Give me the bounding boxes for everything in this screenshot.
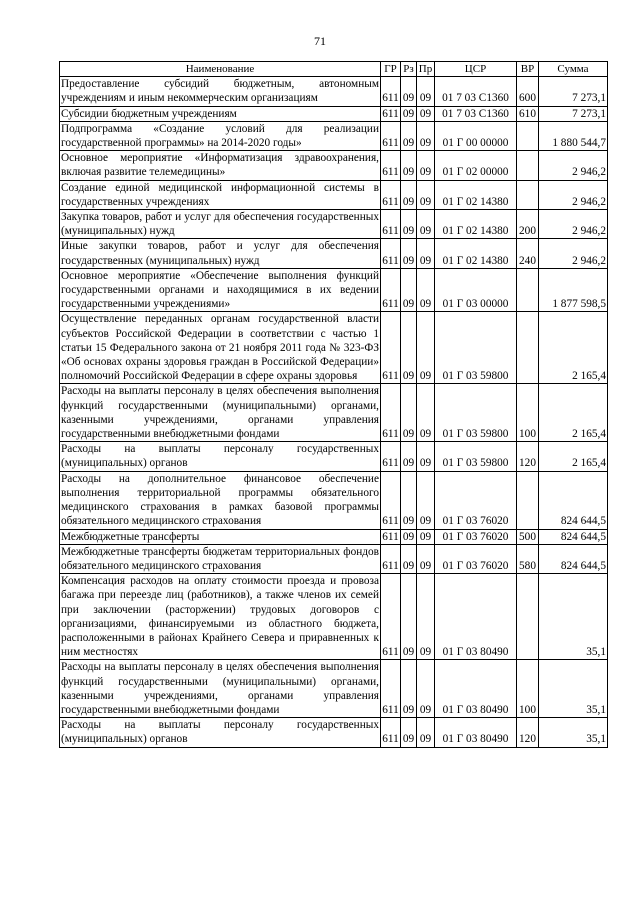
cell-vr — [517, 268, 539, 312]
cell-pr: 09 — [417, 268, 435, 312]
cell-gr: 611 — [381, 660, 401, 718]
cell-csr: 01 Г 03 59800 — [435, 442, 517, 471]
cell-gr: 611 — [381, 121, 401, 150]
cell-vr: 600 — [517, 77, 539, 106]
table-row — [60, 268, 608, 312]
cell-gr: 611 — [381, 718, 401, 747]
table-body — [60, 77, 608, 747]
cell-pr: 09 — [417, 660, 435, 718]
cell-gr: 611 — [382, 530, 399, 543]
table-row — [60, 77, 608, 106]
cell-csr: 01 Г 03 76020 — [435, 471, 517, 529]
cell-csr: 01 Г 03 59800 — [435, 312, 517, 384]
cell-gr: 611 — [381, 574, 401, 660]
cell-sum: 824 644,5 — [539, 544, 608, 573]
cell-rz: 09 — [401, 442, 417, 471]
cell-name: Осуществление переданных органам государственной власти субъектов Российской Федерации в соответствии с частью 1 статьи 15 Федерального закона от 21 ноября 2011 года № 323-ФЗ «Об основах охраны здоровья граждан в Российской Федерации» полномочий Российской Федерации в сфере охраны здоровья — [61, 313, 379, 383]
page-number: 71 — [314, 34, 326, 48]
cell-gr: 611 — [381, 239, 401, 268]
header-csr: ЦСР — [435, 62, 517, 77]
cell-sum: 2 165,4 — [539, 384, 608, 442]
cell-rz: 09 — [401, 574, 417, 660]
table-row — [60, 106, 608, 121]
cell-vr: 610 — [517, 106, 539, 121]
cell-vr: 100 — [517, 660, 539, 718]
cell-vr: 120 — [517, 442, 539, 471]
table-row — [60, 151, 608, 180]
table-row — [60, 312, 608, 384]
cell-csr: 01 Г 03 76020 — [435, 544, 517, 573]
table-header-row — [60, 62, 608, 77]
cell-name: Основное мероприятие «Обеспечение выполнения функций государственными органами и находящимися в их ведении государственными учреждениями» — [61, 269, 379, 311]
table-row — [60, 180, 608, 209]
cell-pr: 09 — [417, 544, 435, 573]
header-vr: ВР — [517, 62, 539, 77]
cell-pr: 09 — [417, 529, 435, 544]
cell-sum: 2 165,4 — [539, 312, 608, 384]
cell-rz: 09 — [401, 718, 417, 747]
cell-name: Расходы на выплаты персоналу государственных (муниципальных) органов — [61, 443, 379, 470]
cell-csr: 01 Г 03 00000 — [435, 268, 517, 312]
table-row — [60, 718, 608, 747]
cell-vr — [517, 471, 539, 529]
cell-pr: 09 — [417, 239, 435, 268]
cell-gr: 611 — [381, 77, 401, 106]
header-pr: Пр — [417, 62, 435, 77]
cell-csr: 01 Г 03 76020 — [435, 529, 517, 544]
cell-gr: 611 — [381, 180, 401, 209]
cell-rz: 09 — [401, 384, 417, 442]
cell-pr: 09 — [417, 106, 435, 121]
table-row — [60, 442, 608, 471]
table-row — [60, 210, 608, 239]
cell-name: Расходы на выплаты персоналу в целях обеспечения выполнения функций государственными (муниципальными) органами, казенными учреждениями, органами управления государственными внебюджетными фондами — [61, 385, 379, 441]
cell-sum: 7 273,1 — [539, 106, 608, 121]
table-row — [60, 239, 608, 268]
cell-csr: 01 Г 02 14380 — [435, 210, 517, 239]
cell-sum: 35,1 — [539, 718, 608, 747]
cell-rz: 09 — [401, 121, 417, 150]
cell-pr: 09 — [417, 77, 435, 106]
cell-vr — [517, 574, 539, 660]
cell-name: Подпрограмма «Создание условий для реализации государственной программы» на 2014-2020 годы» — [61, 122, 379, 150]
cell-gr: 611 — [381, 442, 401, 471]
table-row — [60, 121, 608, 150]
cell-csr: 01 Г 02 14380 — [435, 180, 517, 209]
cell-name: Расходы на выплаты персоналу государственных (муниципальных) органов — [61, 719, 379, 746]
cell-gr: 611 — [382, 107, 399, 120]
cell-pr: 09 — [417, 384, 435, 442]
cell-sum: 2 165,4 — [539, 442, 608, 471]
cell-pr: 09 — [417, 121, 435, 150]
cell-csr: 01 Г 02 14380 — [435, 239, 517, 268]
cell-name: Межбюджетные трансферты бюджетам территориальных фондов обязательного медицинского страхования — [61, 545, 379, 572]
cell-name: Расходы на дополнительное финансовое обеспечение выполнения территориальной программы обязательного медицинского страхования в рамках базовой программы обязательного медицинского страхования — [61, 472, 379, 528]
cell-sum: 35,1 — [539, 574, 608, 660]
cell-sum: 2 946,2 — [539, 239, 608, 268]
cell-name: Иные закупки товаров, работ и услуг для обеспечения государственных (муниципальных) нужд — [61, 240, 379, 267]
table-row — [60, 574, 608, 660]
cell-csr: 01 7 03 С1360 — [435, 106, 517, 121]
cell-sum: 2 946,2 — [539, 180, 608, 209]
cell-pr: 09 — [417, 151, 435, 180]
cell-rz: 09 — [401, 180, 417, 209]
cell-pr: 09 — [417, 442, 435, 471]
header-name: Наименование — [60, 62, 381, 77]
cell-pr: 09 — [417, 180, 435, 209]
cell-pr: 09 — [417, 574, 435, 660]
cell-name: Предоставление субсидий бюджетным, автономным учреждениям и иным некоммерческим организациям — [61, 78, 379, 105]
cell-csr: 01 Г 03 80490 — [435, 660, 517, 718]
cell-sum: 7 273,1 — [539, 77, 608, 106]
cell-rz: 09 — [401, 77, 417, 106]
cell-rz: 09 — [401, 239, 417, 268]
cell-vr: 500 — [517, 529, 539, 544]
cell-pr: 09 — [417, 210, 435, 239]
cell-vr: 240 — [517, 239, 539, 268]
cell-csr: 01 Г 03 80490 — [435, 718, 517, 747]
table-row — [60, 471, 608, 529]
cell-gr: 611 — [381, 151, 401, 180]
cell-name: Субсидии бюджетным учреждениям — [60, 106, 381, 121]
cell-name: Межбюджетные трансферты — [60, 529, 381, 544]
cell-csr: 01 Г 00 00000 — [435, 121, 517, 150]
cell-name: Компенсация расходов на оплату стоимости проезда и провоза багажа при переезде лиц (работников), а также членов их семей при заключении (расторжении) трудовых договоров с организациями, финансируемыми из областного бюджета, расположенными в районах Крайнего Севера и приравненных к ним местностях — [61, 575, 379, 659]
cell-sum: 35,1 — [539, 660, 608, 718]
cell-vr: 120 — [517, 718, 539, 747]
cell-gr: 611 — [381, 210, 401, 239]
cell-sum: 2 946,2 — [539, 151, 608, 180]
table-row — [60, 544, 608, 573]
cell-vr: 580 — [517, 544, 539, 573]
cell-gr: 611 — [381, 312, 401, 384]
header-gr: ГР — [381, 62, 401, 77]
cell-rz: 09 — [401, 660, 417, 718]
cell-sum: 824 644,5 — [539, 529, 608, 544]
cell-sum: 824 644,5 — [539, 471, 608, 529]
cell-vr — [517, 312, 539, 384]
cell-vr: 100 — [517, 384, 539, 442]
cell-gr: 611 — [381, 544, 401, 573]
table-row — [60, 384, 608, 442]
cell-name: Закупка товаров, работ и услуг для обеспечения государственных (муниципальных) нужд — [61, 211, 379, 238]
cell-vr — [517, 121, 539, 150]
header-rz: Рз — [401, 62, 417, 77]
cell-csr: 01 7 03 С1360 — [435, 77, 517, 106]
cell-vr — [517, 180, 539, 209]
cell-gr: 611 — [381, 471, 401, 529]
cell-gr: 611 — [381, 268, 401, 312]
table-row — [60, 660, 608, 718]
cell-pr: 09 — [417, 312, 435, 384]
cell-rz: 09 — [401, 544, 417, 573]
cell-rz: 09 — [401, 151, 417, 180]
cell-name: Расходы на выплаты персоналу в целях обеспечения выполнения функций государственными (муниципальными) органами, казенными учреждениями, органами управления государственными внебюджетными фондами — [61, 661, 379, 716]
cell-name: Создание единой медицинской информационной системы в государственных учреждениях — [61, 181, 379, 208]
cell-pr: 09 — [417, 718, 435, 747]
cell-pr: 09 — [417, 471, 435, 529]
cell-csr: 01 Г 02 00000 — [435, 151, 517, 180]
cell-sum: 2 946,2 — [539, 210, 608, 239]
cell-rz: 09 — [401, 529, 417, 544]
cell-sum: 1 877 598,5 — [539, 268, 608, 312]
cell-vr — [517, 151, 539, 180]
table-row — [60, 529, 608, 544]
cell-rz: 09 — [401, 312, 417, 384]
cell-csr: 01 Г 03 59800 — [435, 384, 517, 442]
cell-rz: 09 — [401, 210, 417, 239]
cell-rz: 09 — [401, 268, 417, 312]
budget-table — [59, 61, 608, 748]
cell-gr: 611 — [381, 384, 401, 442]
cell-rz: 09 — [401, 471, 417, 529]
cell-csr: 01 Г 03 80490 — [435, 574, 517, 660]
cell-name: Основное мероприятие «Информатизация здравоохранения, включая развитие телемедицины» — [61, 152, 379, 179]
header-sum: Сумма — [539, 62, 608, 77]
cell-vr: 200 — [517, 210, 539, 239]
cell-rz: 09 — [401, 106, 417, 121]
cell-sum: 1 880 544,7 — [539, 121, 608, 150]
